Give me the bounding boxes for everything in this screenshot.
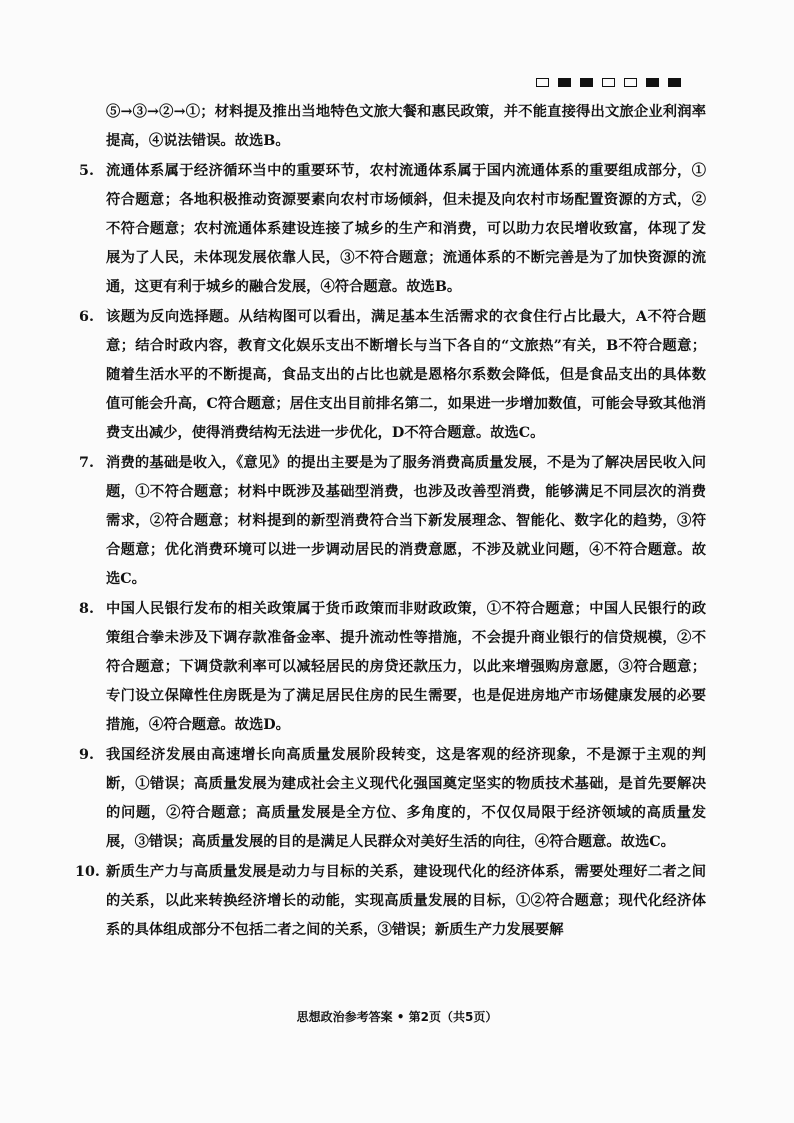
page-footer: 思想政治参考答案 • 第2页（共5页） [296, 1010, 498, 1024]
item-number: 7. [79, 455, 94, 471]
header-mark-filled [580, 78, 593, 87]
item-text: 流通体系属于经济循环当中的重要环节，农村流通体系属于国内流通体系的重要组成部分，①符合题意；各地积极推动资源要素向农村市场倾斜，但未提及向农村市场配置资源的方式，②不符合题意；农村流通体系建设连接了城乡的生产和消费，可以助力农民增收致富，体现了发展为了人民，未体现发展依靠人民，③不符合题意；流通体系的不断完善是为了加快资源的流通，这更有利于城乡的融合发展，④符合题意。故选B。 [106, 163, 706, 295]
item-number: 10. [75, 864, 100, 880]
answer-item-9 [79, 741, 706, 857]
header-mark-filled [646, 78, 659, 87]
item-number: 9. [79, 747, 94, 763]
answer-item-10 [75, 858, 706, 945]
item-text: 消费的基础是收入，《意见》的提出主要是为了服务消费高质量发展，不是为了解决居民收入问题，①不符合题意；材料中既涉及基础型消费，也涉及改善型消费，能够满足不同层次的消费需求，②符合题意；材料提到的新型消费符合当下新发展理念、智能化、数字化的趋势，③符合题意；优化消费环境可以进一步调动居民的消费意愿，不涉及就业问题，④不符合题意。故选C。 [106, 455, 706, 587]
item-number: 5. [79, 163, 94, 179]
header-marks [536, 78, 681, 87]
header-mark-filled [558, 78, 571, 87]
header-mark-empty [536, 78, 549, 87]
continuation-paragraph: ⑤→③→②→①；材料提及推出当地特色文旅大餐和惠民政策，并不能直接得出文旅企业利润率提高，④说法错误。故选B。 [106, 104, 706, 149]
item-text: 新质生产力与高质量发展是动力与目标的关系，建设现代化的经济体系，需要处理好二者之间的关系，以此来转换经济增长的动能，实现高质量发展的目标，①②符合题意；现代化经济体系的具体组成部分不包括二者之间的关系，③错误；新质生产力发展要解 [106, 864, 706, 938]
header-mark-filled [668, 78, 681, 87]
answer-item-7 [79, 449, 706, 594]
item-text: 中国人民银行发布的相关政策属于货币政策而非财政政策，①不符合题意；中国人民银行的政策组合拳未涉及下调存款准备金率、提升流动性等措施，不会提升商业银行的信贷规模，②不符合题意；下调贷款利率可以减轻居民的房贷还款压力，以此来增强购房意愿，③符合题意；专门设立保障性住房既是为了满足居民住房的民生需要，也是促进房地产市场健康发展的必要措施，④符合题意。故选D。 [106, 601, 706, 733]
header-mark-empty [602, 78, 615, 87]
answer-item-5 [79, 157, 706, 302]
header-mark-empty [624, 78, 637, 87]
item-text: 我国经济发展由高速增长向高质量发展阶段转变，这是客观的经济现象，不是源于主观的判断，①错误；高质量发展为建成社会主义现代化强国奠定坚实的物质技术基础，是首先要解决的问题，②符合题意；高质量发展是全方位、多角度的，不仅仅局限于经济领域的高质量发展，③错误；高质量发展的目的是满足人民群众对美好生活的向往，④符合题意。故选C。 [106, 747, 706, 850]
answer-content [75, 98, 706, 946]
answer-item-8 [79, 595, 706, 740]
item-text: 该题为反向选择题。从结构图可以看出，满足基本生活需求的衣食住行占比最大，A不符合题意；结合时政内容，教育文化娱乐支出不断增长与当下各自的“文旅热”有关，B不符合题意；随着生活水平的不断提高，食品支出的占比也就是恩格尔系数会降低，但是食品支出的具体数值可能会升高，C符合题意；居住支出目前排名第二，如果进一步增加数值，可能会导致其他消费支出减少，使得消费结构无法进一步优化，D不符合题意。故选C。 [106, 309, 706, 441]
item-number: 8. [79, 601, 94, 617]
answer-item-6 [79, 303, 706, 448]
item-number: 6. [79, 309, 94, 325]
